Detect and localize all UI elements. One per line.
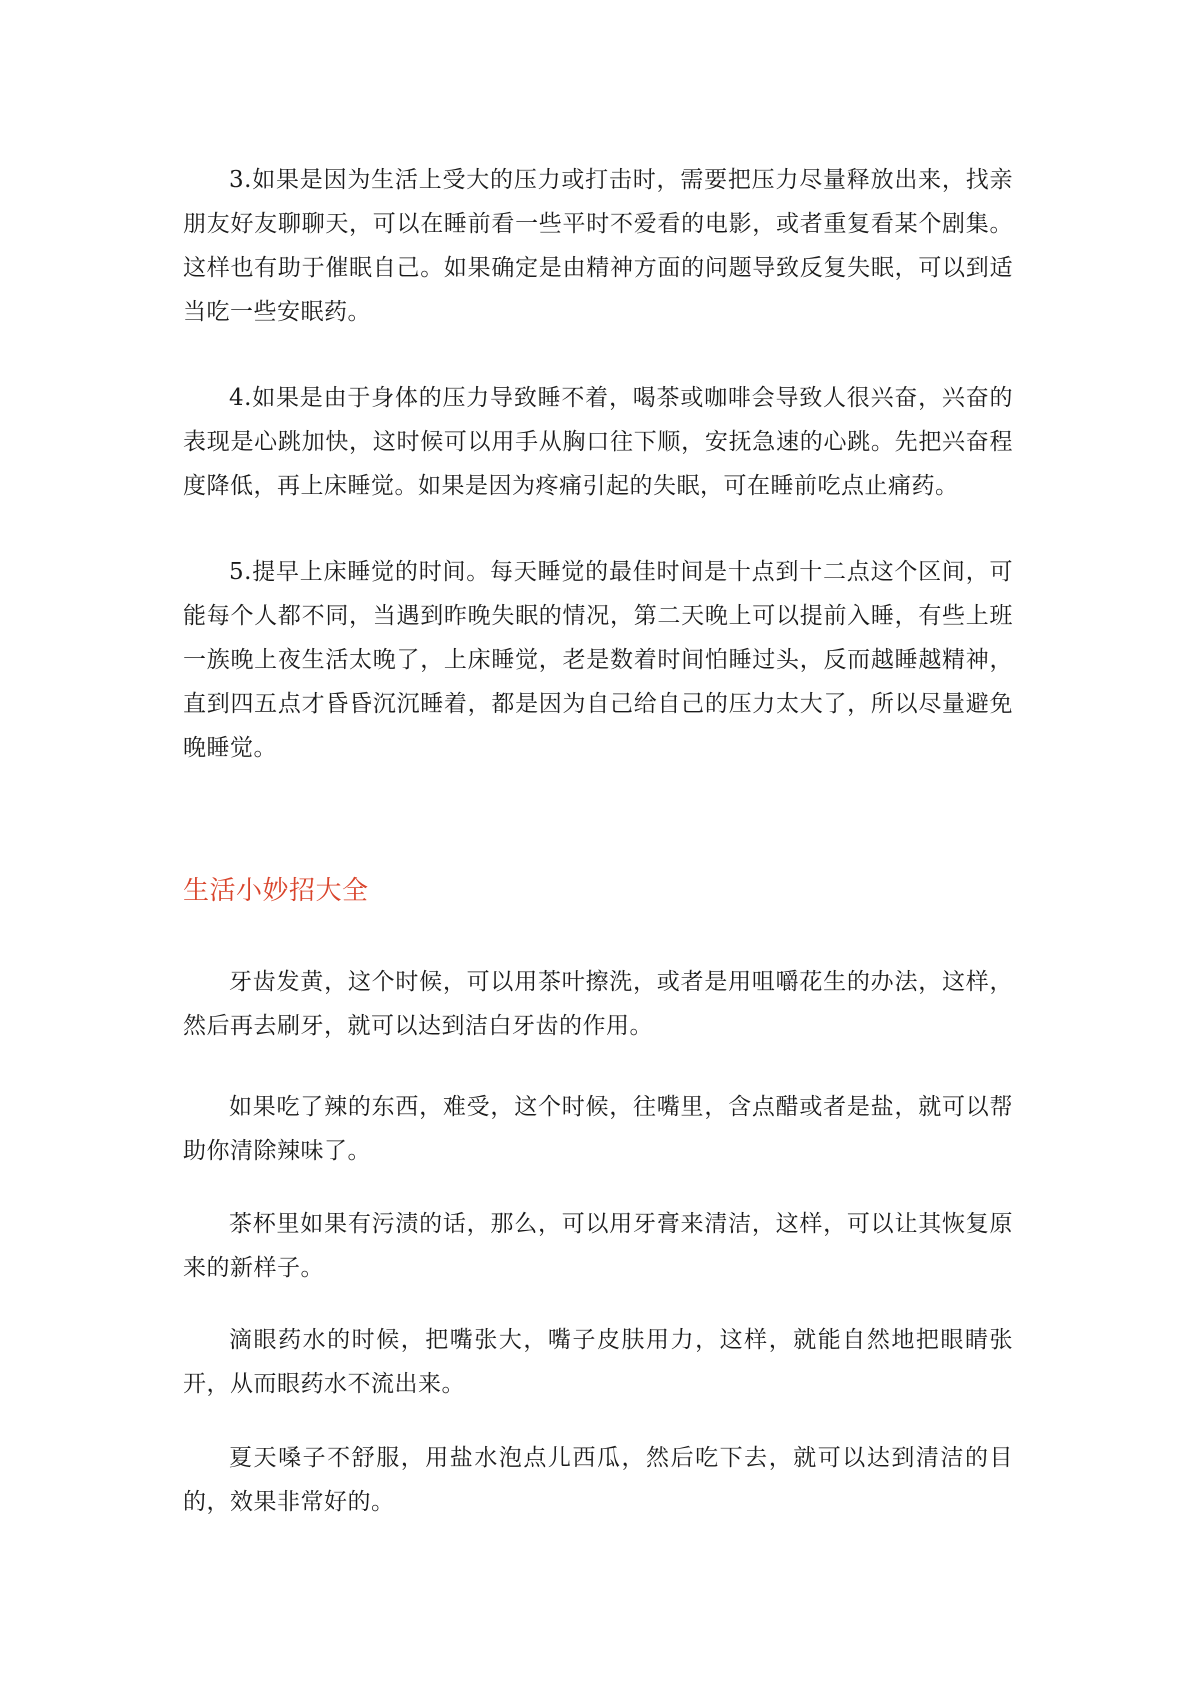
paragraph-life-tip-5: 夏天嗓子不舒服，用盐水泡点儿西瓜，然后吃下去，就可以达到清洁的目的，效果非常好的。 <box>183 1445 1013 1515</box>
paragraph-insomnia-tip-4: 4.如果是由于身体的压力导致睡不着，喝茶或咖啡会导致人很兴奋，兴奋的表现是心跳加快，这时候可以用手从胸口往下顺，安抚急速的心跳。先把兴奋程度降低，再上床睡觉。如果是因为疼痛引起的失眠，可在睡前吃点止痛药。 <box>183 385 1013 499</box>
section-heading: 生活小妙招大全 <box>183 876 369 906</box>
paragraph-life-tip-1: 牙齿发黄，这个时候，可以用茶叶擦洗，或者是用咀嚼花生的办法，这样，然后再去刷牙，就可以达到洁白牙齿的作用。 <box>183 969 1013 1039</box>
paragraph-life-tip-4: 滴眼药水的时候，把嘴张大，嘴子皮肤用力，这样，就能自然地把眼睛张开，从而眼药水不流出来。 <box>183 1327 1013 1397</box>
paragraph-life-tip-3: 茶杯里如果有污渍的话，那么，可以用牙膏来清洁，这样，可以让其恢复原来的新样子。 <box>183 1211 1013 1281</box>
paragraph-insomnia-tip-3: 3.如果是因为生活上受大的压力或打击时，需要把压力尽量释放出来，找亲朋友好友聊聊天，可以在睡前看一些平时不爱看的电影，或者重复看某个剧集。这样也有助于催眠自己。如果确定是由精神方面的问题导致反复失眠，可以到适当吃一些安眠药。 <box>183 167 1013 325</box>
paragraph-insomnia-tip-5: 5.提早上床睡觉的时间。每天睡觉的最佳时间是十点到十二点这个区间，可能每个人都不同，当遇到昨晚失眠的情况，第二天晚上可以提前入睡，有些上班一族晚上夜生活太晚了，上床睡觉，老是数着时间怕睡过头，反而越睡越精神，直到四五点才昏昏沉沉睡着，都是因为自己给自己的压力太大了，所以尽量避免晚睡觉。 <box>183 559 1013 761</box>
paragraph-life-tip-2: 如果吃了辣的东西，难受，这个时候，往嘴里，含点醋或者是盐，就可以帮助你清除辣味了。 <box>183 1094 1013 1164</box>
